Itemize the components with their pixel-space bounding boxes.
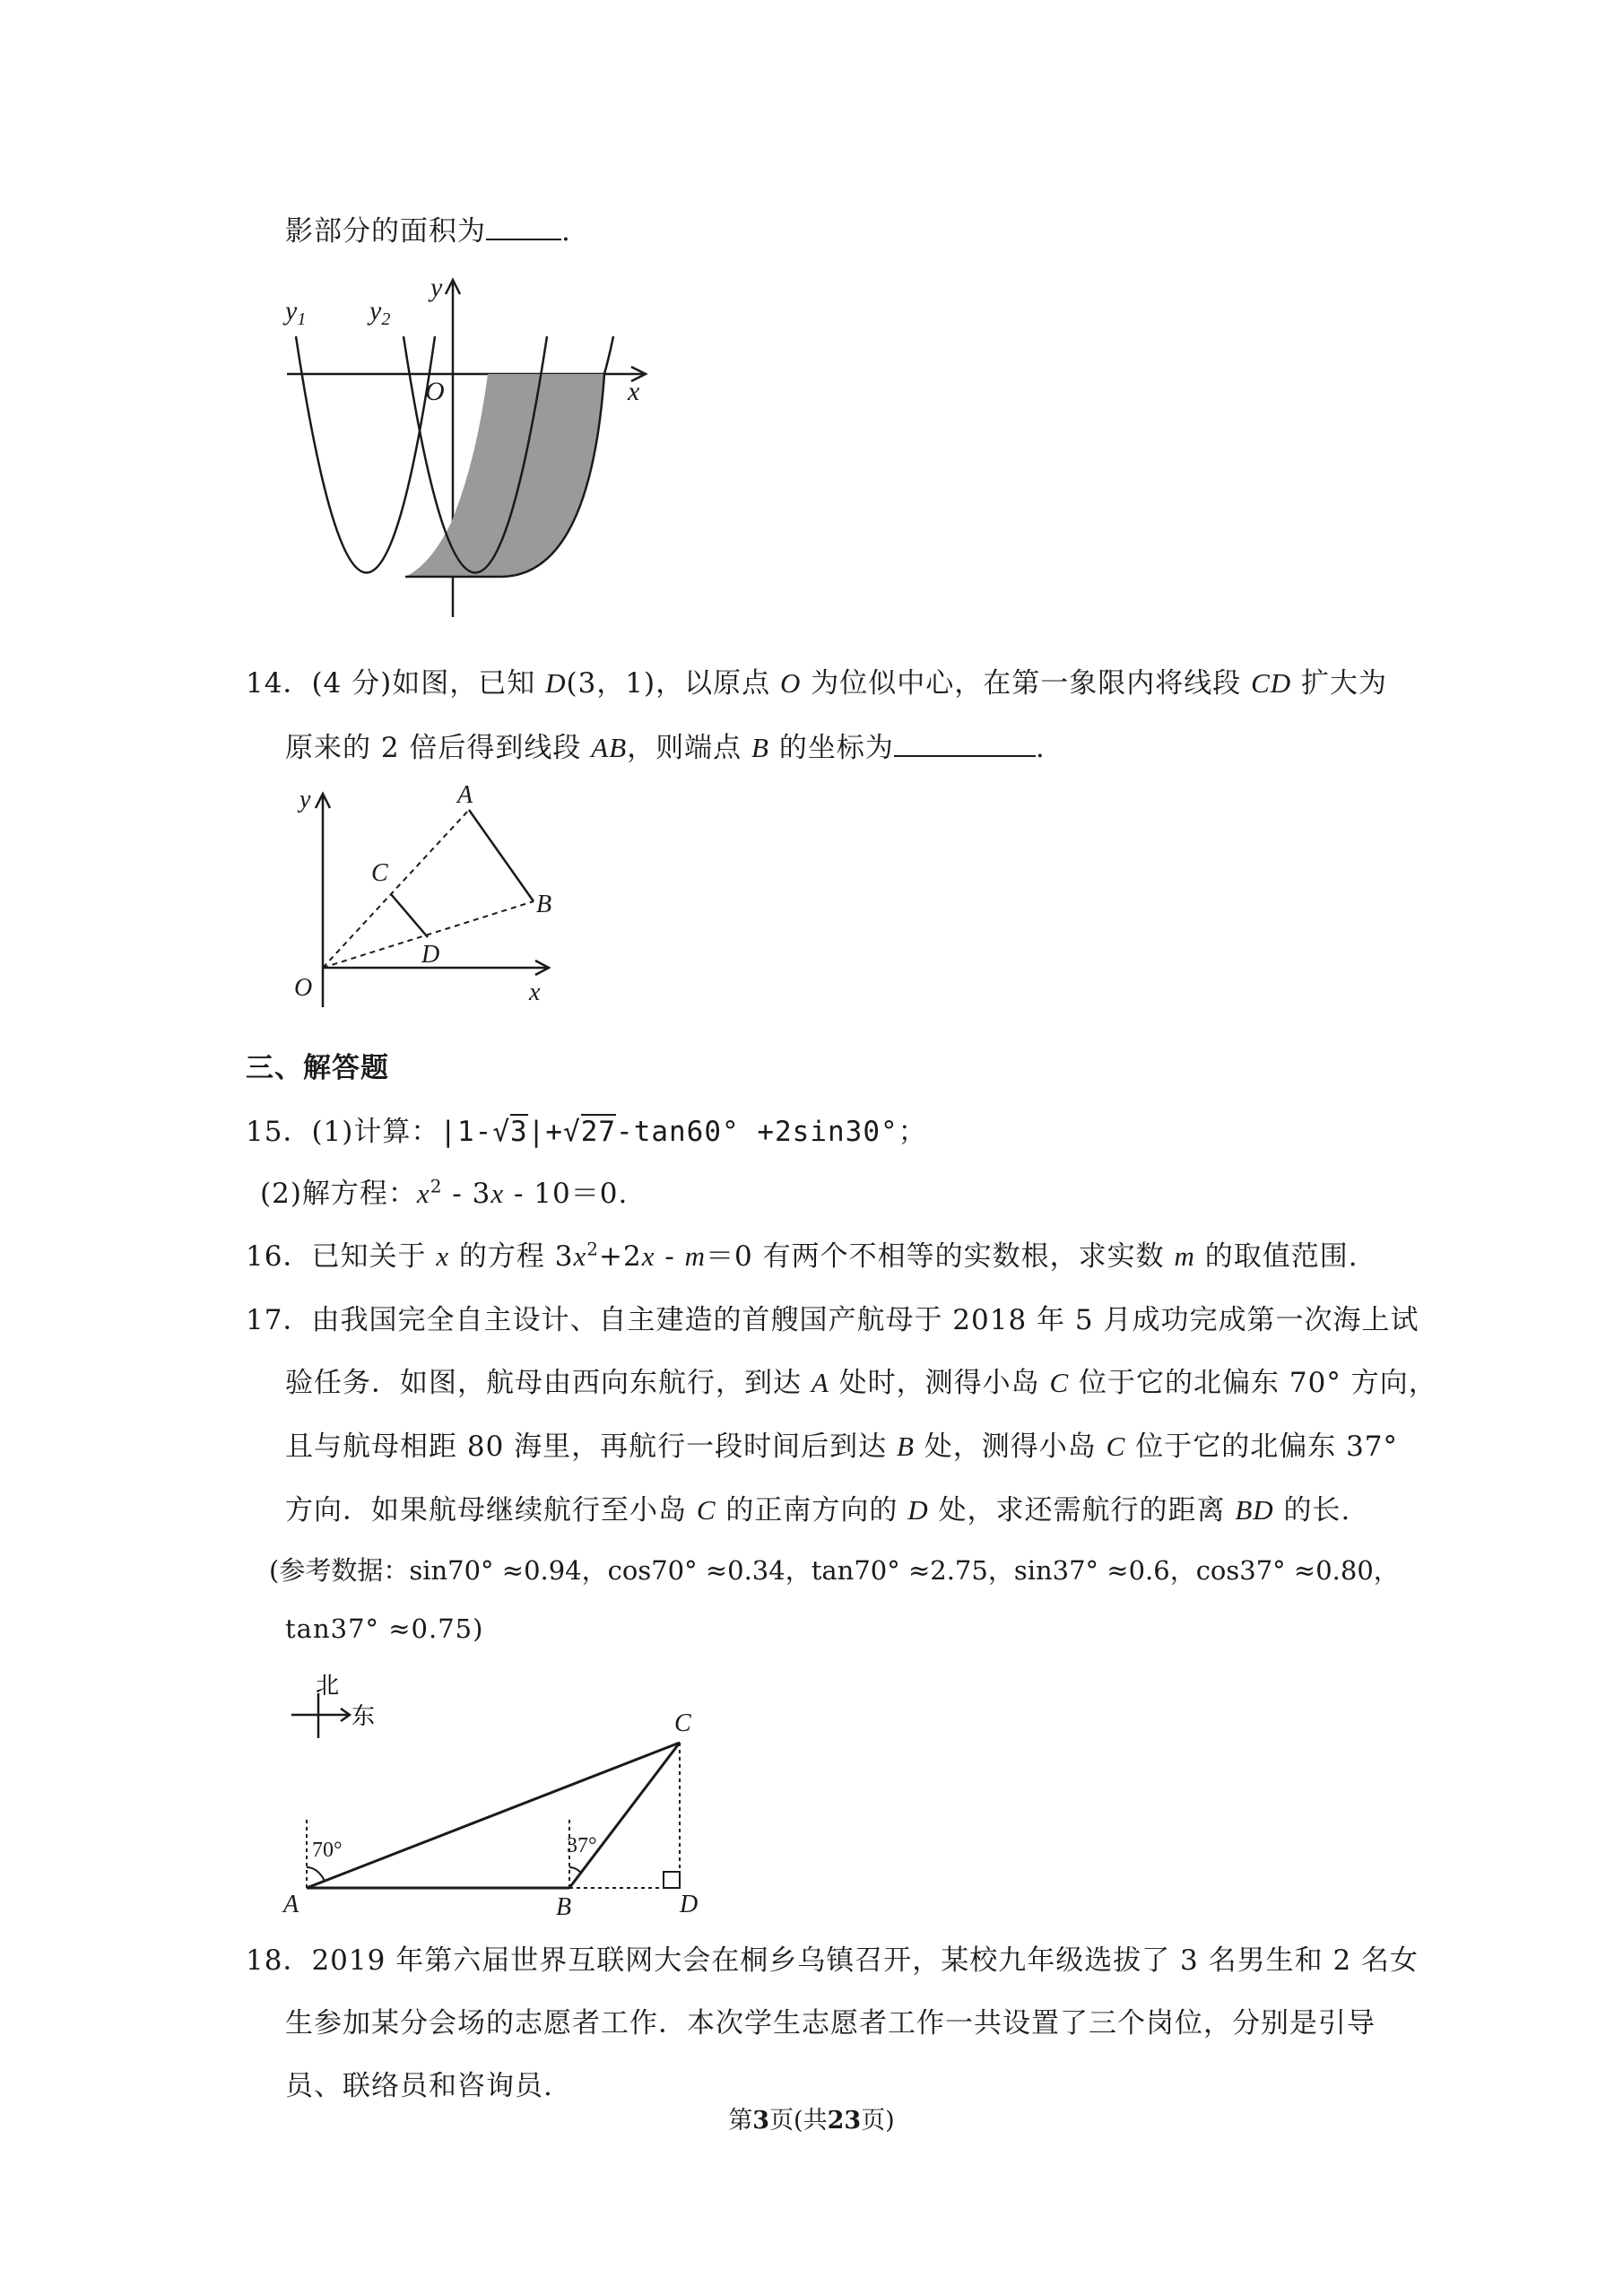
q17-line2 (285, 1360, 1437, 1400)
exponent: 2 (586, 1238, 600, 1260)
label-B: B (536, 891, 552, 918)
expr-part: |1- (439, 1116, 493, 1148)
exponent: 2 (430, 1175, 443, 1197)
q14-text: 14．(4 分)如图，已知 (246, 667, 546, 700)
q16-text: 的取值范围. (1194, 1240, 1358, 1273)
q17-line3 (285, 1423, 1398, 1464)
q17-text: 的正南方向的 (716, 1494, 908, 1526)
var-CD: CD (1251, 667, 1292, 699)
var-x: x (573, 1240, 587, 1272)
q14-line1 (246, 660, 1387, 700)
answer-blank (486, 213, 561, 240)
label-O: O (294, 974, 313, 1002)
q17-text: 处，求还需航行的距离 (928, 1494, 1236, 1526)
q17-line1: 17．由我国完全自主设计、自主建造的首艘国产航母于 2018 年 5 月成功完成第一次海上试 (246, 1304, 1419, 1336)
q15-line2 (260, 1170, 628, 1211)
q17-text: 位于它的北偏东 37° (1125, 1431, 1399, 1463)
label-C: C (674, 1709, 691, 1737)
label-angle-70: 70° (312, 1839, 343, 1862)
var-O: O (779, 667, 802, 699)
expr-part: -tan60° +2sin30°； (616, 1116, 927, 1148)
q15-expression (439, 1114, 926, 1148)
q17-text: 处时，测得小岛 (829, 1367, 1050, 1399)
label-east: 东 (352, 1703, 376, 1729)
q16-line (246, 1233, 1358, 1274)
q14-text: 原来的 2 倍后得到线段 (285, 732, 592, 764)
period: . (1035, 732, 1046, 764)
section-title: 三、解答题 (246, 1052, 389, 1084)
parabola-y1 (296, 336, 435, 573)
var-B: B (897, 1431, 915, 1462)
q15-text: - 10＝0. (504, 1178, 629, 1210)
q16-text: 的方程 3 (449, 1240, 574, 1273)
var-x: x (490, 1178, 505, 1209)
q17-text: 验任务．如图，航母由西向东航行，到达 (285, 1367, 812, 1399)
var-B: B (751, 732, 769, 763)
q17-text: 且与航母相距 80 海里，再航行一段时间后到达 (285, 1431, 898, 1463)
label-y2: $y_2$ (369, 296, 391, 329)
var-m: m (684, 1240, 707, 1272)
q16-text: ＝0 有两个不相等的实数根，求实数 (706, 1240, 1175, 1273)
segment-CD (391, 894, 428, 937)
q15-text: - 3 (442, 1178, 491, 1210)
footer-text: 页(共 (769, 2107, 828, 2135)
q15-text: (2)解方程： (260, 1178, 417, 1210)
var-D: D (545, 667, 567, 699)
q17-line6: tan37° ≈0.75) (285, 1613, 484, 1644)
q17-text: 的长. (1273, 1494, 1351, 1526)
sqrt-radicand: 27 (580, 1116, 617, 1148)
var-C: C (1106, 1431, 1126, 1462)
q14-text: 扩大为 (1291, 667, 1388, 700)
q17-text: 处，测得小岛 (914, 1431, 1107, 1463)
arc-70 (307, 1867, 325, 1881)
q14-coords: (3，1) (566, 667, 656, 700)
segment-AB (469, 810, 534, 901)
var-x: x (436, 1240, 450, 1272)
right-angle-mark (664, 1872, 680, 1888)
expr-part: |+ (527, 1116, 564, 1148)
q14-text: ，以原点 (655, 667, 780, 700)
q13-figure (269, 269, 664, 628)
label-north: 北 (316, 1673, 340, 1699)
label-y1: $y_1$ (285, 296, 307, 329)
label-D: D (680, 1891, 699, 1918)
var-x: x (641, 1240, 655, 1272)
label-x: x (628, 377, 640, 406)
sqrt-symbol: √ (492, 1116, 511, 1148)
q16-text: +2 (599, 1240, 642, 1273)
q17-text: 位于它的北偏东 70° 方向， (1069, 1367, 1437, 1399)
total-pages: 23 (827, 2107, 862, 2135)
q17-line4 (285, 1487, 1350, 1527)
footer-text: 第 (728, 2107, 753, 2135)
sqrt-radicand: 3 (510, 1116, 528, 1148)
var-C: C (696, 1494, 716, 1526)
label-y: y (430, 273, 443, 302)
label-angle-37: 37° (567, 1834, 597, 1857)
var-D: D (907, 1494, 929, 1526)
answer-blank (894, 730, 1036, 757)
period: . (561, 215, 571, 248)
q15-line1 (246, 1109, 927, 1149)
var-AB: AB (591, 732, 628, 763)
label-A: A (457, 781, 473, 809)
var-C: C (1049, 1367, 1070, 1398)
label-y: y (299, 786, 311, 813)
footer-text: 页) (861, 2107, 895, 2135)
page-footer (0, 2100, 1623, 2135)
label-origin: O (425, 377, 445, 406)
q18-line1: 18．2019 年第六届世界互联网大会在桐乡乌镇召开，某校九年级选拔了 3 名男生和 2 名女 (246, 1944, 1419, 1977)
q17-figure (278, 1668, 726, 1919)
var-x: x (416, 1178, 430, 1209)
q16-text: 16．已知关于 (246, 1240, 437, 1273)
label-A: A (283, 1891, 299, 1918)
q17-text: 方向．如果航母继续航行至小岛 (285, 1494, 697, 1526)
label-x: x (529, 978, 541, 1006)
parabola-right-upper (604, 336, 613, 374)
q14-line2 (285, 725, 1046, 765)
q18-line3: 员、联络员和咨询员. (285, 2070, 553, 2102)
q16-text: - (655, 1240, 685, 1273)
q14-text: ，则端点 (627, 732, 752, 764)
q15-text: 15．(1)计算： (246, 1116, 440, 1148)
var-A: A (811, 1367, 829, 1398)
q13-text (285, 208, 571, 248)
q17-line5: (参考数据：sin70° ≈0.94，cos70° ≈0.34，tan70° ≈2.75，sin37° ≈0.6，cos37° ≈0.80， (269, 1555, 1400, 1586)
label-C: C (371, 859, 388, 887)
arc-37 (569, 1867, 581, 1873)
page-number: 3 (752, 2107, 770, 2135)
q18-line2: 生参加某分会场的志愿者工作．本次学生志愿者工作一共设置了三个岗位，分别是引导 (285, 2007, 1376, 2039)
label-B: B (556, 1893, 572, 1919)
label-D: D (421, 941, 440, 969)
q14-figure (278, 776, 565, 1009)
q14-text: 的坐标为 (768, 732, 894, 764)
q13-continuation: 影部分的面积为 (285, 215, 486, 248)
q14-text: 为位似中心，在第一象限内将线段 (801, 667, 1252, 700)
var-BD: BD (1235, 1494, 1274, 1526)
var-m: m (1174, 1240, 1195, 1272)
sqrt-symbol: √ (563, 1116, 581, 1148)
dashed-OA (323, 810, 469, 968)
